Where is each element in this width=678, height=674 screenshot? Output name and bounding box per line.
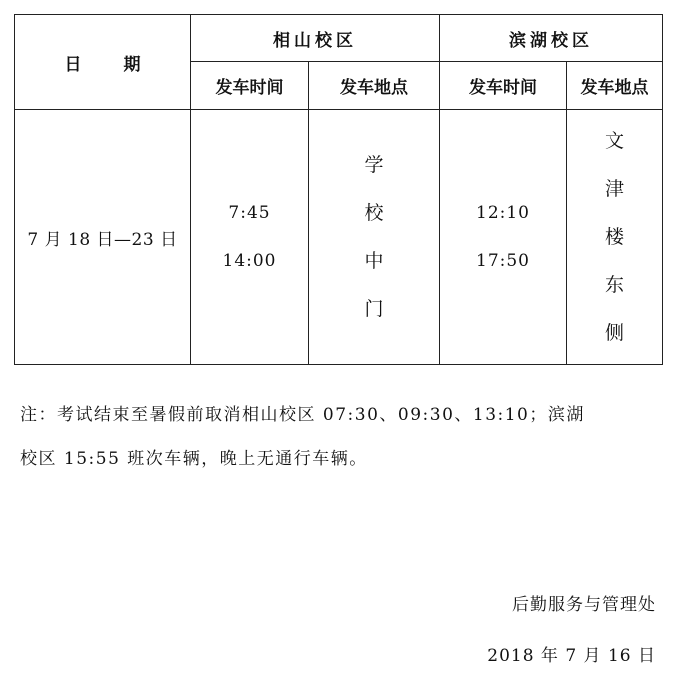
place-char: 门	[364, 298, 384, 320]
shuttle-schedule-table	[14, 14, 663, 365]
binhu-times-cell	[440, 110, 567, 365]
xiangshan-time-1: 7:45	[228, 203, 271, 223]
place-char: 津	[604, 178, 624, 200]
header-binhu-depart-time: 发车时间	[440, 62, 567, 110]
binhu-place-cell	[567, 110, 663, 365]
date-range-cell: 7 月 18 日—23 日	[15, 110, 191, 365]
xiangshan-place-cell	[309, 110, 440, 365]
binhu-place-vertical-text	[605, 117, 624, 357]
note-line-1: 注：考试结束至暑假前取消相山校区 07:30、09:30、13:10；滨湖	[20, 405, 585, 425]
binhu-time-2: 17:50	[476, 251, 530, 271]
xiangshan-time-2: 14:00	[222, 251, 277, 271]
header-campus-xiangshan: 相山校区	[191, 15, 440, 62]
place-char: 文	[604, 130, 624, 152]
header-date: 日 期	[15, 15, 191, 110]
place-char: 侧	[604, 322, 624, 344]
binhu-time-1: 12:10	[476, 203, 530, 223]
xiangshan-place-vertical-text	[364, 141, 383, 333]
xiangshan-times-cell	[191, 110, 309, 365]
header-campus-binhu: 滨湖校区	[440, 15, 663, 62]
header-xiangshan-depart-time: 发车时间	[191, 62, 309, 110]
note-line-2: 校区 15:55 班次车辆，晚上无通行车辆。	[20, 449, 368, 469]
header-binhu-depart-place: 发车地点	[567, 62, 663, 110]
place-char: 中	[364, 250, 384, 272]
place-char: 东	[604, 274, 624, 296]
schedule-note	[20, 393, 660, 481]
issuing-department: 后勤服务与管理处	[512, 595, 656, 615]
place-char: 学	[364, 154, 384, 176]
issue-date: 2018 年 7 月 16 日	[487, 646, 656, 666]
place-char: 校	[364, 202, 384, 224]
place-char: 楼	[604, 226, 624, 248]
header-xiangshan-depart-place: 发车地点	[309, 62, 440, 110]
